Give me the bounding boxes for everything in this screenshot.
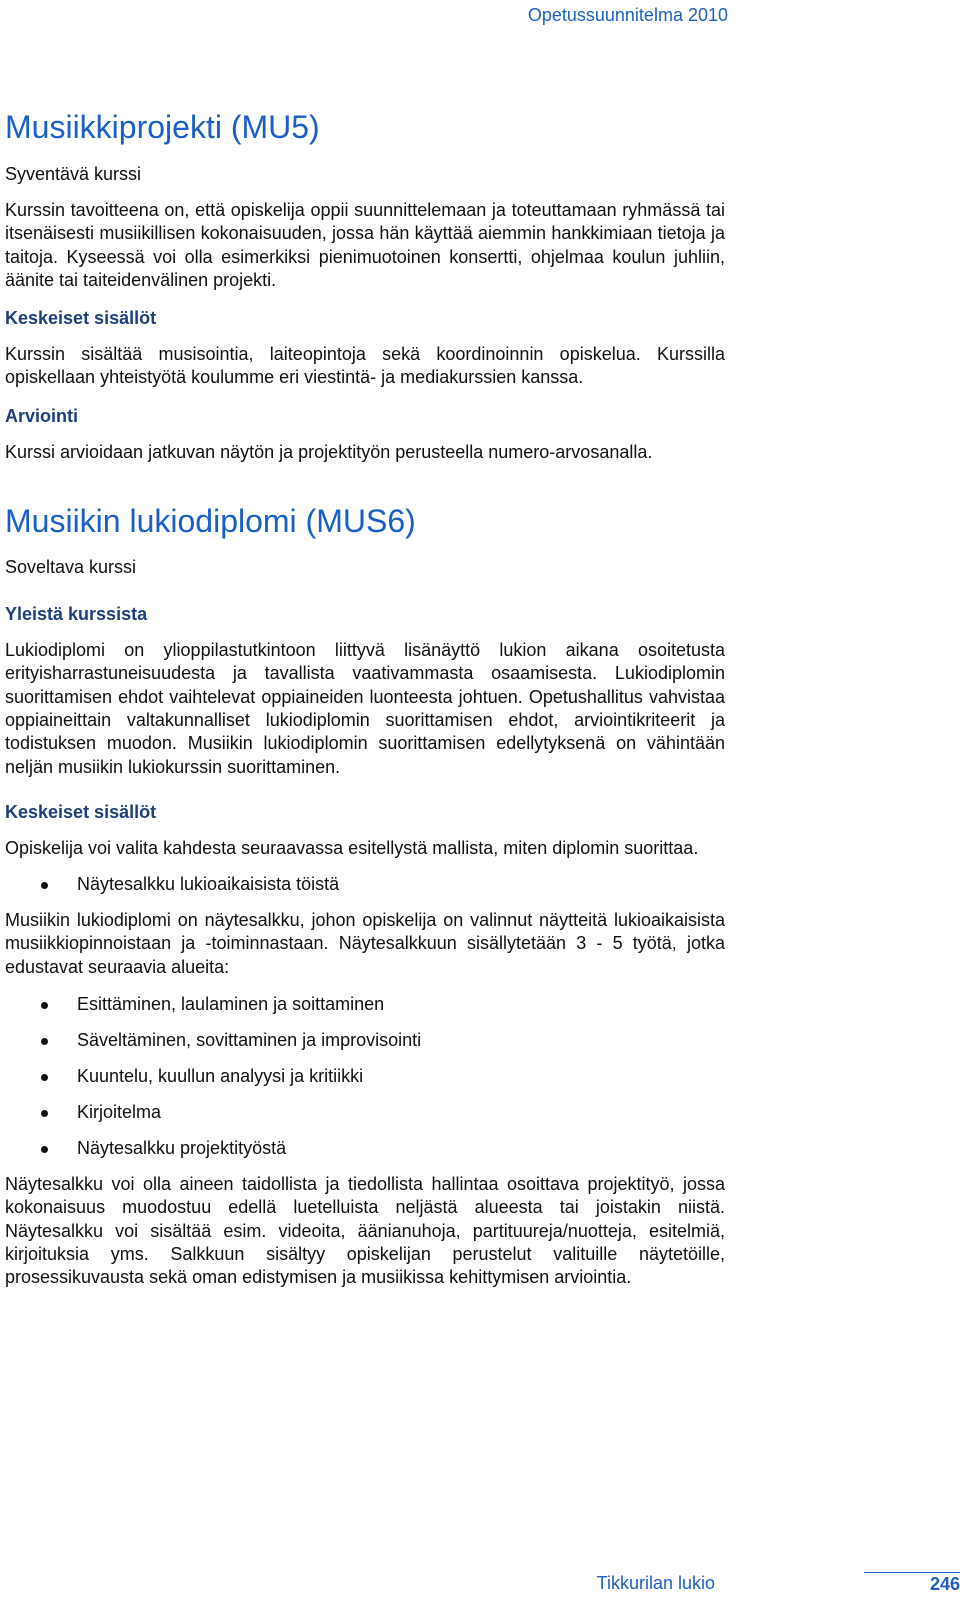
mus6-option1-paragraph: Musiikin lukiodiplomi on näytesalkku, johon opiskelija on valinnut näytteitä lukioaikaisista musiikkiopinnoistaan ja -toiminnastaan. Näytesalkkuun sisällytetään 3 - 5 työtä, jotka edustavat seuraavia alueita: [5, 910, 725, 977]
list-item [5, 1065, 725, 1088]
mus6-title: Musiikin lukiodiplomi (MUS6) [5, 503, 416, 540]
mu5-assessment-heading: Arviointi [5, 405, 79, 426]
mu5-title: Musiikkiprojekti (MU5) [5, 109, 320, 145]
bullet-icon [41, 1074, 48, 1081]
list-item-label: Säveltäminen, sovittaminen ja improvisointi [77, 1030, 422, 1051]
mus6-areas-list [5, 993, 725, 1160]
mu5-subtitle: Syventävä kurssi [5, 164, 142, 184]
list-item-label: Esittäminen, laulaminen ja soittaminen [77, 994, 385, 1015]
list-item [5, 1137, 725, 1160]
mus6-contents-paragraph: Opiskelija voi valita kahdesta seuraavassa esitellystä mallista, miten diplomin suorittaa. [5, 837, 699, 858]
mu5-intro-paragraph: Kurssin tavoitteena on, että opiskelija oppii suunnittelemaan ja toteuttamaan ryhmässä tai itsenäisesti musiikillisen kokonaisuuden, jossa hän käyttää aiemmin hankkimiaan tietoja ja taitoja. Kyseessä voi olla esimerkiksi pienimuotoinen konsertti, ohjelmaa koulun juhliin, äänite tai taiteidenvälinen projekti. [5, 200, 725, 290]
list-item-label: Kuuntelu, kuullun analyysi ja kritiikki [77, 1066, 364, 1087]
mu5-assessment-paragraph: Kurssi arvioidaan jatkuvan näytön ja projektityön perusteella numero-arvosanalla. [5, 441, 653, 462]
list-item-label: Näytesalkku lukioaikaisista töistä [77, 874, 340, 895]
bullet-icon [41, 882, 48, 889]
page-footer [0, 1572, 960, 1596]
bullet-icon [41, 1038, 48, 1045]
mu5-contents-paragraph: Kurssin sisältää musisointia, laiteopintoja sekä koordinoinnin opiskelua. Kurssilla opiskellaan yhteistyötä koulumme eri viestintä- ja mediakurssien kanssa. [5, 344, 725, 388]
bullet-icon [41, 1002, 48, 1009]
mus6-final-paragraph: Näytesalkku voi olla aineen taidollista ja tiedollista hallintaa osoittava projektityö, jossa kokonaisuus muodostuu edellä luetelluista neljästä alueesta tai joistakin niistä. Näytesalkku voi sisältää esim. videoita, äänianuhoja, partituureja/nuotteja, esitelmiä, kirjoituksia yms. Salkkuun sisältyy opiskelijan perustelut valituille näytetöille, prosessikuvausta sekä oman edistymisen ja musiikissa kehittymisen arviointia. [5, 1174, 725, 1288]
bullet-icon [41, 1110, 48, 1117]
bullet-icon [41, 1146, 48, 1153]
list-item [5, 1029, 725, 1052]
list-item [5, 993, 725, 1016]
page-number: 246 [864, 1572, 960, 1595]
footer-school-name: Tikkurilan lukio [596, 1573, 715, 1593]
mus6-general-paragraph: Lukiodiplomi on ylioppilastutkintoon liittyvä lisänäyttö lukion aikana osoitetusta erityisharrastuneisuudesta ja tavallista vaativammasta osaamisesta. Lukiodiplomin suorittamisen ehdot vaihtelevat oppiaineiden luonteesta johtuen. Opetushallitus vahvistaa oppiaineittain valtakunnalliset lukiodiplomin suorittamisen ehdot, arviointikriteerit ja todistuksen muodon. Musiikin lukiodiplomin suorittamisen edellytyksenä on vähintään neljän musiikin lukiokurssin suorittaminen. [5, 640, 725, 777]
mus6-option-list [5, 873, 725, 896]
document-header-title: Opetussuunnitelma 2010 [527, 5, 728, 25]
list-item [5, 1101, 725, 1124]
mus6-contents-heading: Keskeiset sisällöt [5, 801, 157, 822]
list-item [5, 873, 725, 896]
mu5-contents-heading: Keskeiset sisällöt [5, 308, 157, 329]
list-item-label: Kirjoitelma [77, 1102, 162, 1123]
mus6-subtitle: Soveltava kurssi [5, 557, 137, 578]
page-content [5, 96, 725, 1290]
mus6-general-heading: Yleistä kurssista [5, 604, 148, 625]
list-item-label: Näytesalkku projektityöstä [77, 1138, 287, 1159]
